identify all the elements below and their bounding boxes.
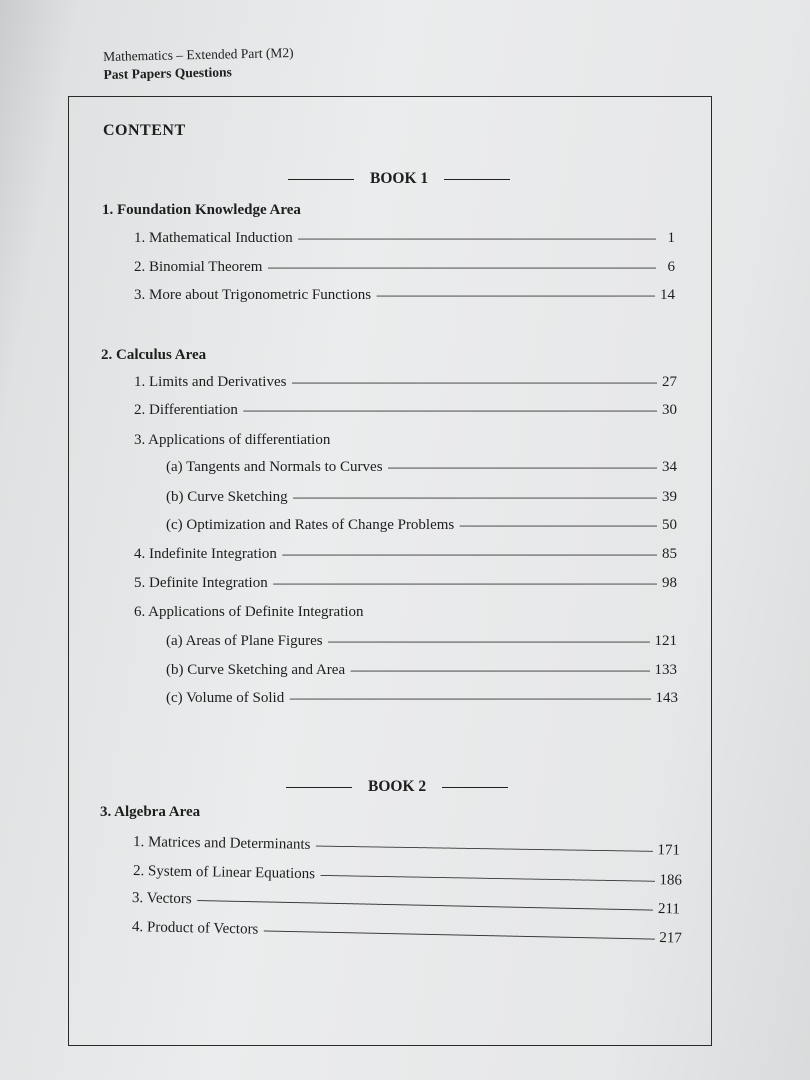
toc-entry [166,489,677,506]
entry-page: 133 [654,662,677,678]
toc-entry [134,546,677,563]
toc-entry [134,402,677,419]
leader [291,375,657,390]
entry-label: (b) Curve Sketching [166,489,288,505]
subject-title: Mathematics – Extended Part (M2) [103,45,294,64]
book-1-heading [272,170,526,188]
entry-label: 4. Product of Vectors [131,919,259,938]
entry-page: 217 [659,930,683,947]
toc-entry [134,259,675,276]
leader [350,663,649,678]
leader [293,490,657,505]
entry-label: 3. More about Trigonometric Functions [134,287,372,303]
entry-page: 27 [662,374,677,390]
entry-page: 30 [662,402,677,418]
toc-entry [134,230,675,247]
section-calculus: 2. Calculus Area [101,347,207,363]
entry-page: 85 [662,546,677,562]
entry-page: 50 [662,517,677,533]
book-2-label: BOOK 2 [368,778,427,795]
toc-entry [166,662,677,679]
entry-page: 186 [659,872,683,889]
leader [376,288,655,303]
leader [388,460,657,475]
entry-page: 1 [667,230,675,246]
entry-page: 14 [660,287,675,303]
toc-heading-applications-differentiation: 3. Applications of differentiation [134,432,331,448]
divider [286,787,352,788]
toc-entry [166,517,677,534]
page-header [103,44,294,84]
entry-label: (a) Tangents and Normals to Curves [166,459,383,475]
divider [444,179,510,180]
book-2-heading [270,778,524,796]
entry-label: 1. Limits and Derivatives [134,374,287,390]
section-foundation: 1. Foundation Knowledge Area [102,202,301,218]
entry-page: 143 [655,690,678,706]
book-1-label: BOOK 1 [370,170,429,187]
toc-entry [166,633,677,650]
entry-label: 3. Vectors [131,890,192,908]
entry-page: 211 [657,901,681,918]
entry-label: 1. Matrices and Determinants [132,834,311,853]
entry-page: 121 [654,633,677,649]
subtitle: Past Papers Questions [103,64,232,82]
entry-page: 34 [662,459,677,475]
entry-page: 39 [662,489,677,505]
entry-label: 2. System of Linear Equations [132,863,316,883]
divider [288,179,354,180]
toc-entry [166,690,678,707]
leader [459,518,657,533]
toc-entry [134,287,675,304]
leader [298,231,656,246]
toc-entry [134,575,677,592]
entry-page: 6 [667,259,675,275]
content-heading: CONTENT [103,122,186,139]
leader [289,691,650,706]
entry-label: 2. Differentiation [134,402,238,418]
entry-label: 5. Definite Integration [134,575,268,591]
section-algebra: 3. Algebra Area [100,804,201,820]
entry-page: 98 [662,575,677,591]
entry-label: 4. Indefinite Integration [134,546,277,562]
entry-label: 1. Mathematical Induction [134,230,293,246]
toc-entry [134,374,677,391]
leader [273,576,657,591]
entry-label: (a) Areas of Plane Figures [166,633,323,649]
entry-page: 171 [657,842,681,859]
entry-label: 2. Binomial Theorem [134,259,263,275]
toc-entry [166,459,677,476]
leader [243,403,657,418]
leader [328,634,650,649]
leader [282,547,657,562]
leader [267,260,656,275]
divider [442,787,508,788]
entry-label: (b) Curve Sketching and Area [166,662,346,678]
toc-heading-applications-integration: 6. Applications of Definite Integration [134,604,364,620]
entry-label: (c) Volume of Solid [166,690,285,706]
entry-label: (c) Optimization and Rates of Change Problems [166,517,455,533]
